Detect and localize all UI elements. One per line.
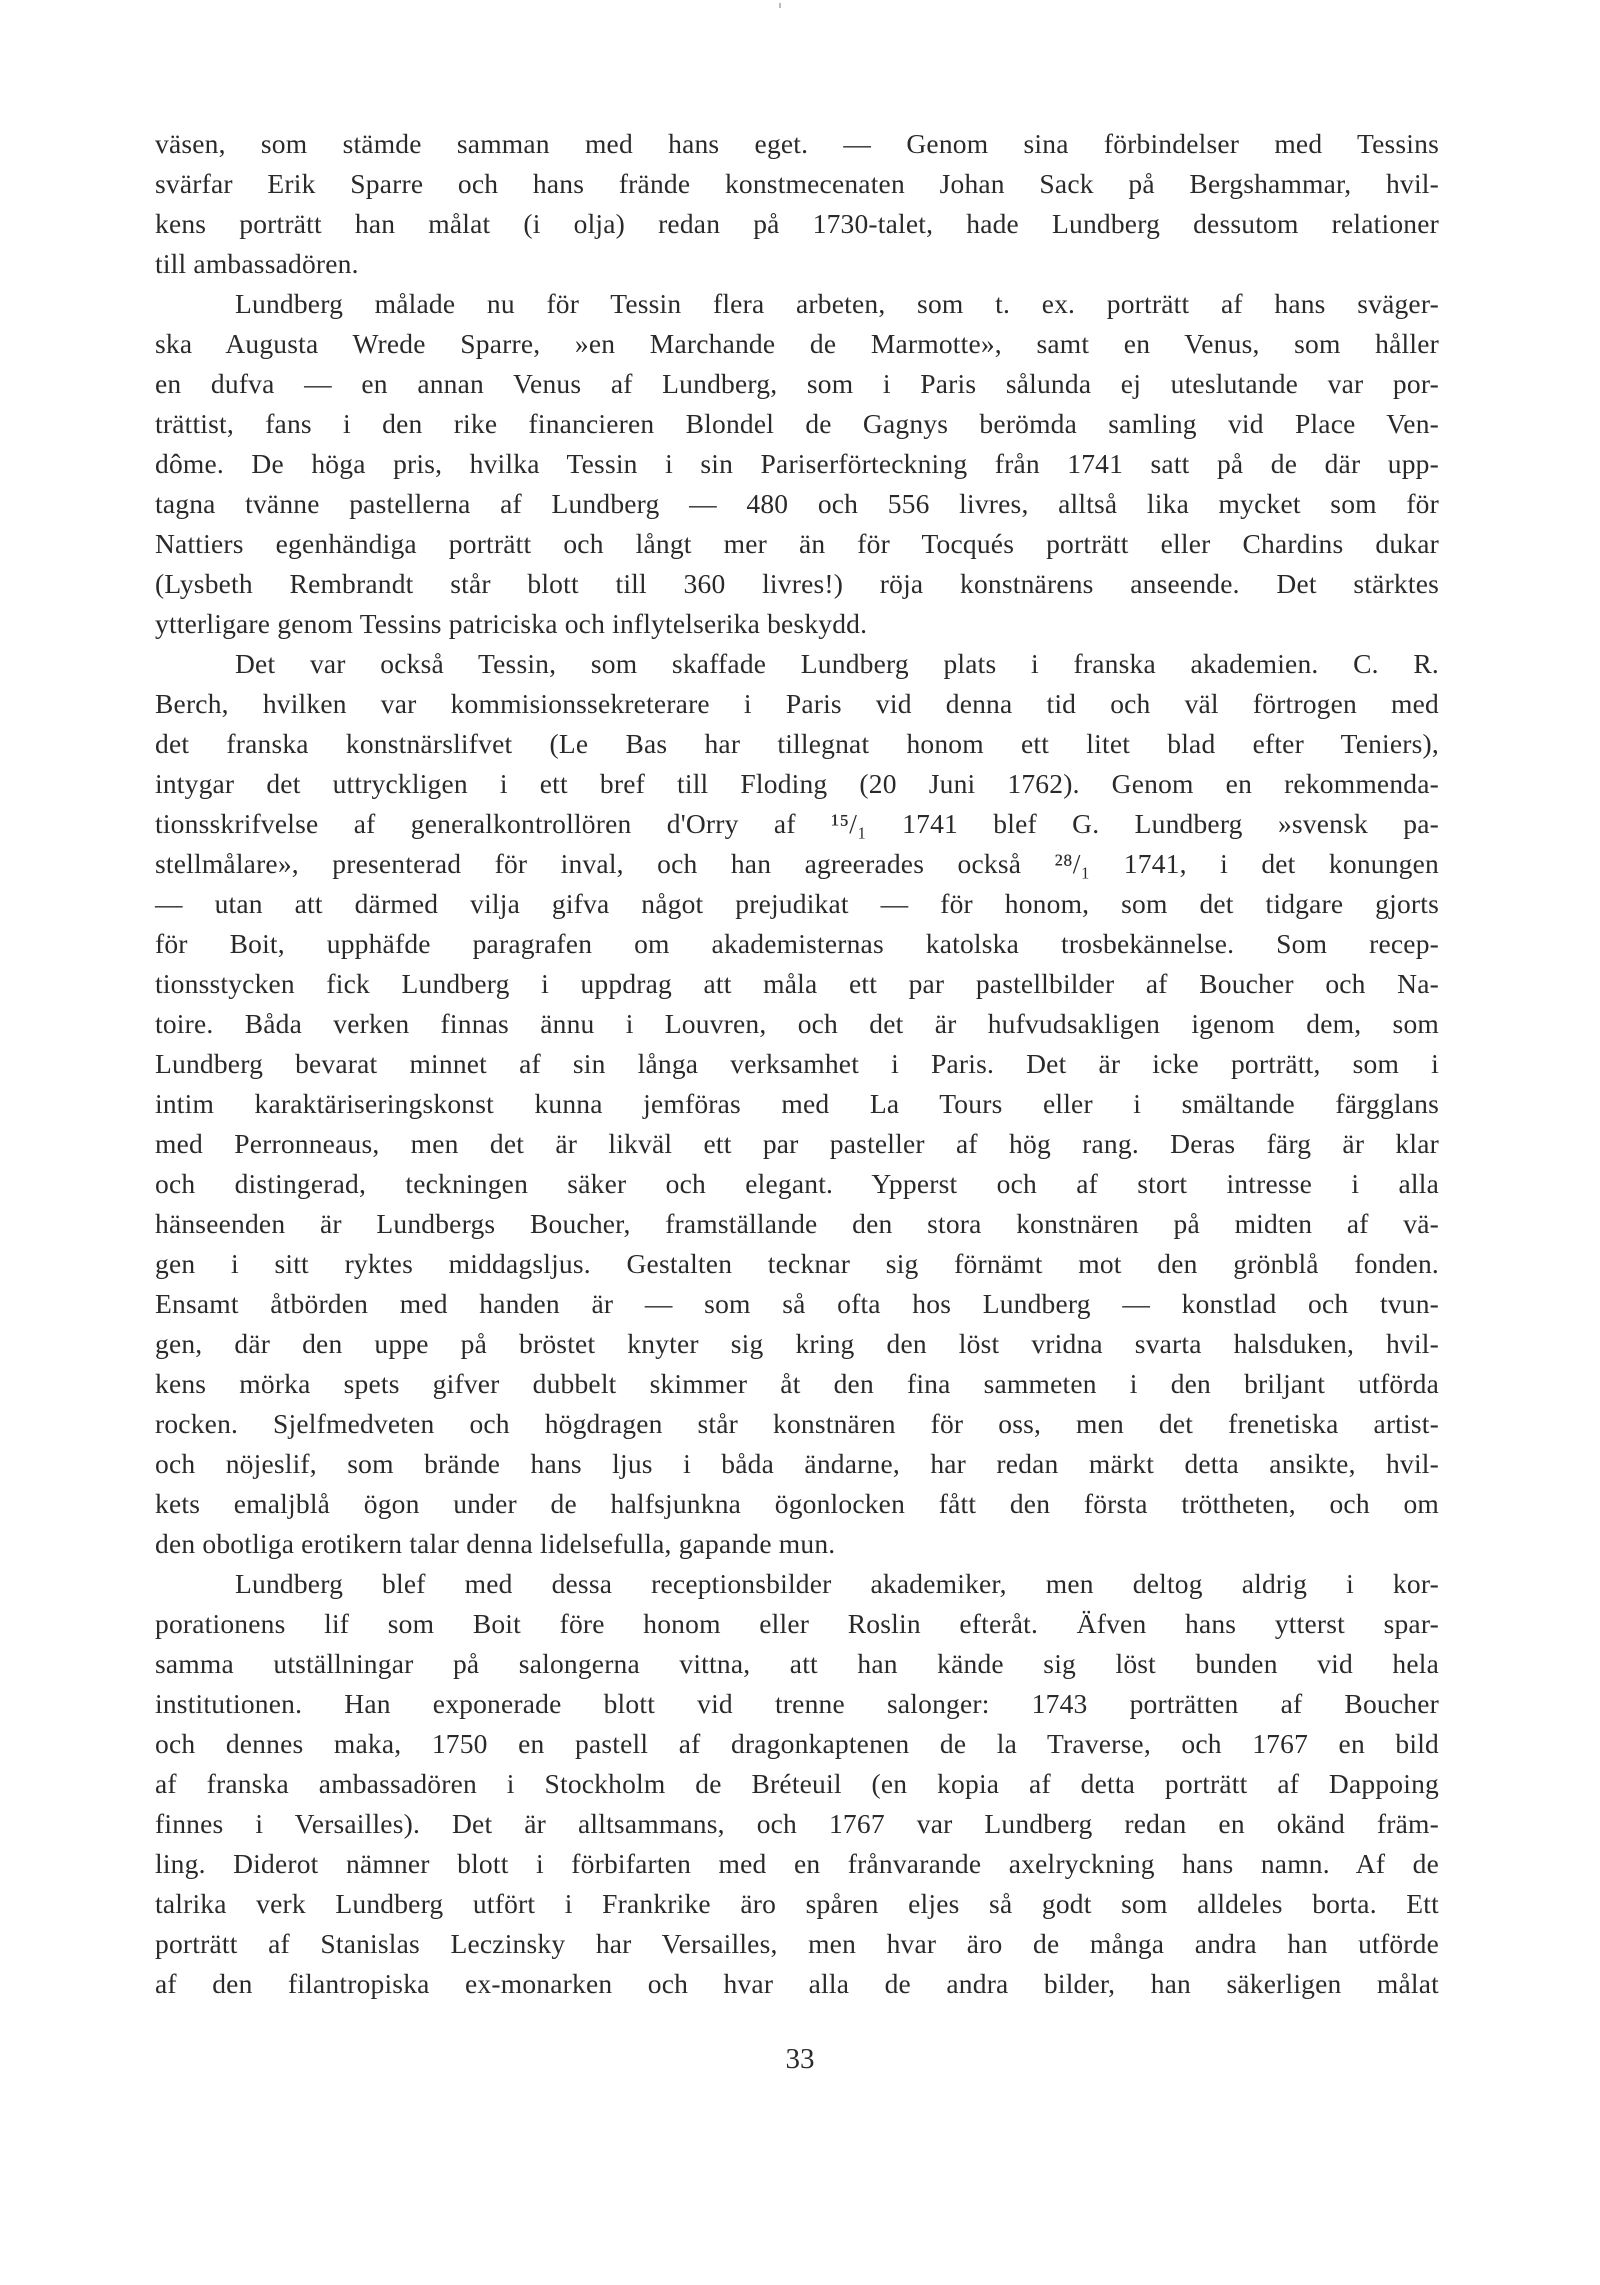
text-line: dôme. De höga pris, hvilka Tessin i sin Pariserförteckning från 1741 satt på de där upp- — [155, 448, 1439, 479]
text-line: trättist, fans i den rike financieren Blondel de Gagnys berömda samling vid Place Ven- — [155, 408, 1439, 439]
text-line: toire. Båda verken finnas ännu i Louvren, och det är hufvudsakligen igenom dem, som — [155, 1008, 1439, 1039]
text-line: till ambassadören. — [155, 248, 359, 279]
text-line: svärfar Erik Sparre och hans frände konstmecenaten Johan Sack på Bergshammar, hvil- — [155, 168, 1439, 199]
text-line: hänseenden är Lundbergs Boucher, framställande den stora konstnären på midten af vä- — [155, 1208, 1439, 1239]
text-line: tionsskrifvelse af generalkontrollören d'Orry af ¹⁵/₁ 1741 blef G. Lundberg »svensk pa- — [155, 808, 1439, 839]
text-line: med Perronneaus, men det är likväl ett par pasteller af hög rang. Deras färg är klar — [155, 1128, 1439, 1159]
text-line: kens mörka spets gifver dubbelt skimmer åt den fina sammeten i den briljant utförda — [155, 1368, 1439, 1399]
text-line: kens porträtt han målat (i olja) redan på 1730-talet, hade Lundberg dessutom relationer — [155, 208, 1439, 239]
text-line: gen, där den uppe på bröstet knyter sig kring den löst vridna svarta halsduken, hvil- — [155, 1328, 1439, 1359]
text-line: kets emaljblå ögon under de halfsjunkna ögonlocken fått den första tröttheten, och om — [155, 1488, 1439, 1519]
text-line: och dennes maka, 1750 en pastell af dragonkaptenen de la Traverse, och 1767 en bild — [155, 1728, 1439, 1759]
text-line: institutionen. Han exponerade blott vid trenne salonger: 1743 porträtten af Boucher — [155, 1688, 1439, 1719]
text-line: ska Augusta Wrede Sparre, »en Marchande de Marmotte», samt en Venus, som håller — [155, 328, 1439, 359]
text-line: intim karaktäriseringskonst kunna jemföras med La Tours eller i smältande färgglans — [155, 1088, 1439, 1119]
text-line: det franska konstnärslifvet (Le Bas har tillegnat honom ett litet blad efter Teniers), — [155, 728, 1439, 759]
text-line: intygar det uttryckligen i ett bref till Floding (20 Juni 1762). Genom en rekommenda- — [155, 768, 1439, 799]
scan-speck — [779, 3, 781, 8]
text-line: porträtt af Stanislas Leczinsky har Versailles, men hvar äro de många andra han utförde — [155, 1928, 1439, 1959]
text-line: Det var också Tessin, som skaffade Lundberg plats i franska akademien. C. R. — [235, 648, 1439, 679]
text-line: tionsstycken fick Lundberg i uppdrag att måla ett par pastellbilder af Boucher och Na- — [155, 968, 1439, 999]
text-line: samma utställningar på salongerna vittna, att han kände sig löst bunden vid hela — [155, 1648, 1439, 1679]
text-line: ling. Diderot nämner blott i förbifarten med en frånvarande axelryckning hans namn. Af de — [155, 1848, 1439, 1879]
text-line: porationens lif som Boit före honom eller Roslin efteråt. Äfven hans ytterst spar- — [155, 1608, 1439, 1639]
text-body — [155, 124, 1439, 2004]
page-number: 33 — [785, 2043, 815, 2075]
text-line: gen i sitt ryktes middagsljus. Gestalten tecknar sig förnämt mot den grönblå fonden. — [155, 1248, 1439, 1279]
text-line: Nattiers egenhändiga porträtt och långt mer än för Tocqués porträtt eller Chardins dukar — [155, 528, 1439, 559]
text-line: (Lysbeth Rembrandt står blott till 360 livres!) röja konstnärens anseende. Det stärktes — [155, 568, 1439, 599]
text-line: för Boit, upphäfde paragrafen om akademisternas katolska trosbekännelse. Som recep- — [155, 928, 1439, 959]
text-line: Berch, hvilken var kommisionssekreterare i Paris vid denna tid och väl förtrogen med — [155, 688, 1439, 719]
text-line: Lundberg målade nu för Tessin flera arbeten, som t. ex. porträtt af hans sväger- — [235, 288, 1439, 319]
text-line: ytterligare genom Tessins patriciska och inflytelserika beskydd. — [155, 608, 868, 639]
text-line: finnes i Versailles). Det är alltsammans, och 1767 var Lundberg redan en okänd främ- — [155, 1808, 1439, 1839]
text-line: och distingerad, teckningen säker och elegant. Ypperst och af stort intresse i alla — [155, 1168, 1439, 1199]
text-line: talrika verk Lundberg utfört i Frankrike äro spåren eljes så godt som alldeles borta. Ett — [155, 1888, 1439, 1919]
text-line: väsen, som stämde samman med hans eget. — Genom sina förbindelser med Tessins — [155, 128, 1439, 159]
text-line: rocken. Sjelfmedveten och högdragen står konstnären för oss, men det frenetiska artist- — [155, 1408, 1439, 1439]
text-line: — utan att därmed vilja gifva något prejudikat — för honom, som det tidgare gjorts — [155, 888, 1439, 919]
text-line: af den filantropiska ex-monarken och hvar alla de andra bilder, han säkerligen målat — [155, 1968, 1439, 1999]
text-line: stellmålare», presenterad för inval, och han agreerades också ²⁸/₁ 1741, i det konungen — [155, 848, 1439, 879]
text-line: Lundberg blef med dessa receptionsbilder akademiker, men deltog aldrig i kor- — [235, 1568, 1439, 1599]
text-line: Ensamt åtbörden med handen är — som så ofta hos Lundberg — konstlad och tvun- — [155, 1288, 1439, 1319]
text-line: tagna tvänne pastellerna af Lundberg — 480 och 556 livres, alltså lika mycket som för — [155, 488, 1439, 519]
text-line: af franska ambassadören i Stockholm de Bréteuil (en kopia af detta porträtt af Dappoing — [155, 1768, 1439, 1799]
text-line: Lundberg bevarat minnet af sin långa verksamhet i Paris. Det är icke porträtt, som i — [155, 1048, 1439, 1079]
text-line: och nöjeslif, som brände hans ljus i båda ändarne, har redan märkt detta ansikte, hvil- — [155, 1448, 1439, 1479]
text-line: en dufva — en annan Venus af Lundberg, som i Paris sålunda ej uteslutande var por- — [155, 368, 1439, 399]
text-line: den obotliga erotikern talar denna lidelsefulla, gapande mun. — [155, 1528, 836, 1559]
